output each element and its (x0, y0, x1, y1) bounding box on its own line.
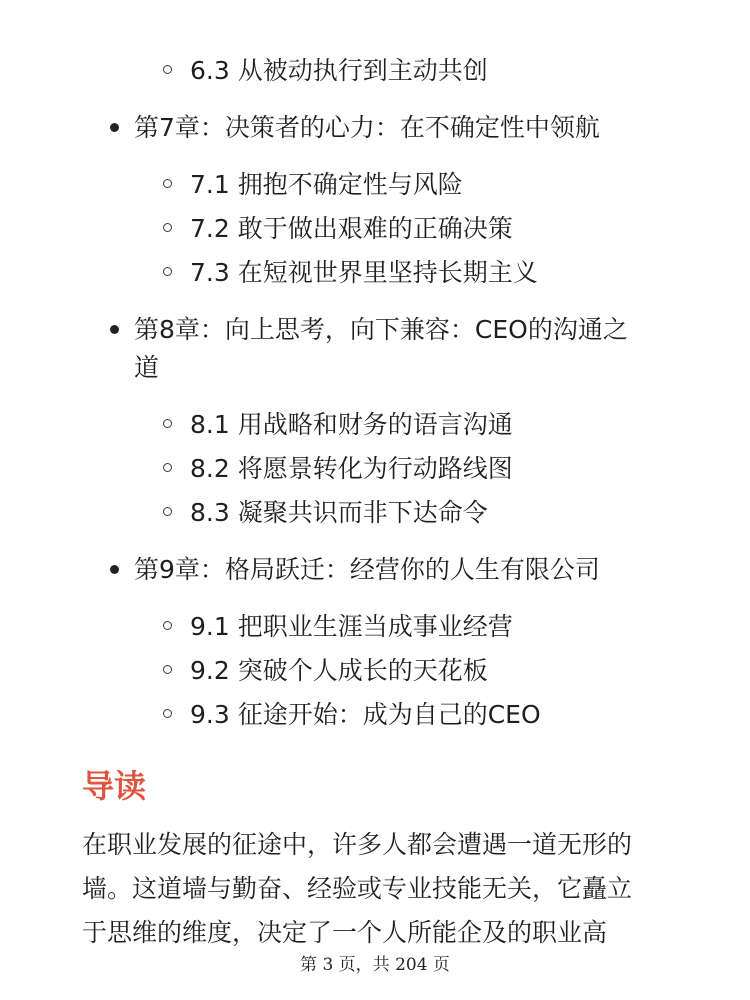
toc-item-8-3[interactable] (190, 494, 488, 532)
hollow-bullet-icon (163, 179, 172, 188)
toc-item-8-1[interactable] (190, 406, 513, 444)
toc-item-9-3[interactable] (190, 696, 541, 734)
hollow-bullet-icon (163, 621, 172, 630)
filled-bullet-icon (110, 325, 119, 334)
toc-chapter-8-continuation: 道 (134, 353, 160, 382)
toc-item-8-2[interactable] (190, 450, 513, 488)
paragraph-line: 在职业发展的征途中，许多人都会遭遇一道无形的 (82, 830, 633, 859)
toc-item-6-3[interactable] (190, 52, 488, 90)
page-number-footer: 第 3 页，共 204 页 (300, 955, 450, 975)
toc-chapter-label: 第9章：格局跃迁：经营你的人生有限公司 (134, 555, 600, 584)
toc-item-label: 7.3 在短视世界里坚持长期主义 (190, 258, 538, 287)
hollow-bullet-icon (163, 267, 172, 276)
toc-item-label: 7.2 敢于做出艰难的正确决策 (190, 214, 513, 243)
toc-item-label: 9.1 把职业生涯当成事业经营 (190, 612, 513, 641)
hollow-bullet-icon (163, 665, 172, 674)
hollow-bullet-icon (163, 507, 172, 516)
toc-item-9-2[interactable] (190, 652, 488, 690)
toc-item-label: 8.1 用战略和财务的语言沟通 (190, 410, 513, 439)
toc-item-9-1[interactable] (190, 608, 513, 646)
toc-item-7-1[interactable] (190, 166, 463, 204)
toc-chapter-label: 第7章：决策者的心力：在不确定性中领航 (134, 113, 600, 142)
toc-item-7-3[interactable] (190, 254, 538, 292)
toc-chapter-7[interactable] (134, 109, 600, 147)
toc-chapter-8[interactable] (134, 311, 628, 349)
filled-bullet-icon (110, 565, 119, 574)
toc-item-label: 7.1 拥抱不确定性与风险 (190, 170, 463, 199)
toc-item-7-2[interactable] (190, 210, 513, 248)
hollow-bullet-icon (163, 65, 172, 74)
toc-item-label: 9.3 征途开始：成为自己的CEO (190, 700, 541, 729)
section-heading: 导读 (82, 767, 147, 805)
paragraph-line: 墙。这道墙与勤奋、经验或专业技能无关，它矗立 (82, 874, 633, 903)
toc-chapter-9[interactable] (134, 551, 600, 589)
hollow-bullet-icon (163, 223, 172, 232)
hollow-bullet-icon (163, 463, 172, 472)
paragraph-line: 于思维的维度，决定了一个人所能企及的职业高 (82, 918, 608, 947)
hollow-bullet-icon (163, 419, 172, 428)
toc-item-label: 8.3 凝聚共识而非下达命令 (190, 498, 488, 527)
toc-item-label: 9.2 突破个人成长的天花板 (190, 656, 488, 685)
toc-item-label: 8.2 将愿景转化为行动路线图 (190, 454, 513, 483)
hollow-bullet-icon (163, 709, 172, 718)
filled-bullet-icon (110, 123, 119, 132)
toc-item-label: 6.3 从被动执行到主动共创 (190, 56, 488, 85)
toc-chapter-label: 第8章：向上思考，向下兼容：CEO的沟通之 (134, 315, 628, 344)
